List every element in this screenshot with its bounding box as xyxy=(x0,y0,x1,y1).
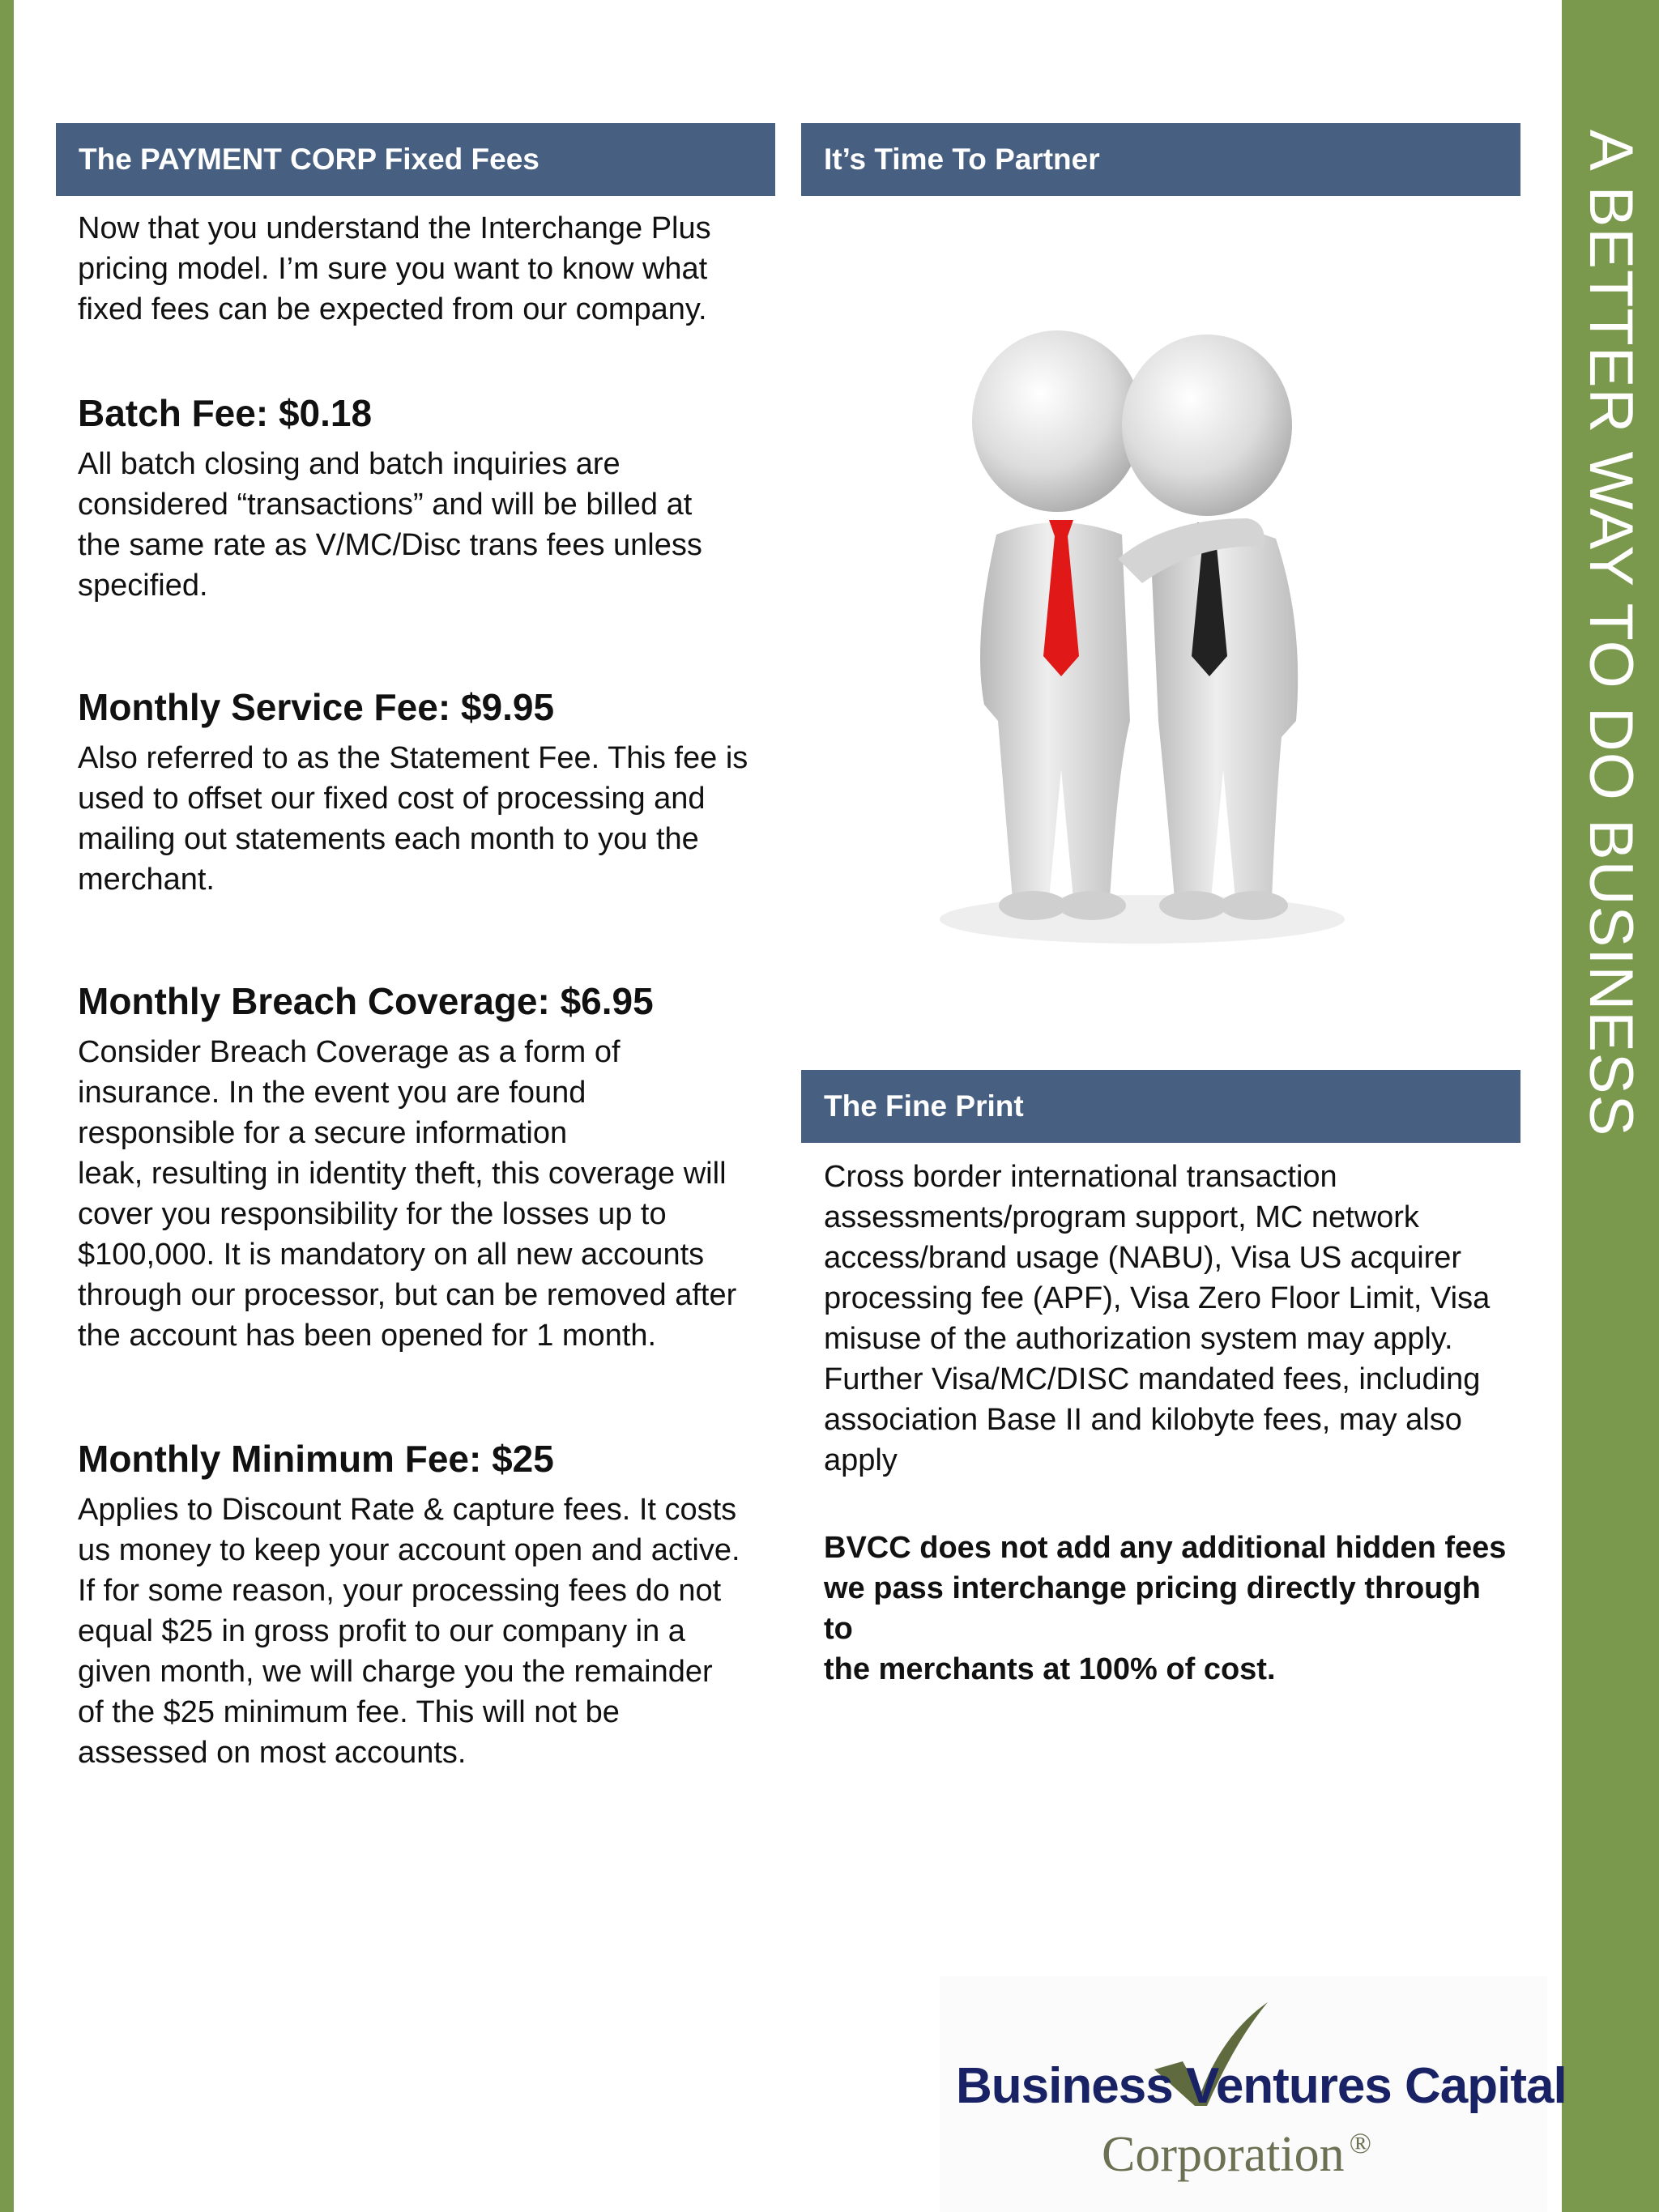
company-logo xyxy=(940,1976,1567,2212)
no-hidden-fees-note xyxy=(824,1528,1512,1690)
fee-line: considered “transactions” and will be billed at xyxy=(78,488,693,522)
fine-print-header: The Fine Print xyxy=(801,1070,1520,1143)
fee-line: specified. xyxy=(78,569,208,603)
fee-line: given month, we will charge you the remainder xyxy=(78,1655,713,1689)
note-line: the merchants at 100% of cost. xyxy=(824,1652,1276,1686)
fee-line: insurance. In the event you are found xyxy=(78,1076,586,1110)
fine-print-line: Cross border international transaction xyxy=(824,1160,1337,1194)
fee-line: the account has been opened for 1 month. xyxy=(78,1319,657,1353)
fee-line: mailing out statements each month to you the xyxy=(78,822,699,856)
logo-company-name: Business Ventures Capital xyxy=(956,2058,1567,2114)
fine-print-line: misuse of the authorization system may apply. xyxy=(824,1322,1453,1356)
partner-header: It’s Time To Partner xyxy=(801,123,1520,196)
fee-line: All batch closing and batch inquiries are xyxy=(78,447,621,481)
fee-breach-coverage xyxy=(78,978,774,1356)
fee-line: leak, resulting in identity theft, this coverage will xyxy=(78,1157,727,1191)
fee-line: assessed on most accounts. xyxy=(78,1736,467,1770)
fee-title: Batch Fee: $0.18 xyxy=(78,392,373,434)
fee-line: $100,000. It is mandatory on all new accounts xyxy=(78,1238,705,1272)
logo-corporation-text: Corporation xyxy=(1102,2127,1345,2182)
note-line: we pass interchange pricing directly through to xyxy=(824,1571,1481,1646)
fixed-fees-header: The PAYMENT CORP Fixed Fees xyxy=(56,123,775,196)
fee-line: merchant. xyxy=(78,863,215,897)
fee-line: through our processor, but can be removed after xyxy=(78,1278,737,1312)
fine-print-line: assessments/program support, MC network xyxy=(824,1200,1419,1234)
fine-print-line: access/brand usage (NABU), Visa US acquirer xyxy=(824,1241,1462,1275)
note-line: BVCC does not add any additional hidden fees xyxy=(824,1531,1507,1565)
left-figure xyxy=(972,330,1142,920)
fine-print-line: processing fee (APF), Visa Zero Floor Limit, Visa xyxy=(824,1281,1491,1315)
fee-title: Monthly Minimum Fee: $25 xyxy=(78,1438,554,1480)
intro-text: Now that you understand the Interchange Plus pricing model. I’m sure you want to know what fixed fees can be expected from our company. xyxy=(78,211,711,326)
fee-line: us money to keep your account open and active. xyxy=(78,1533,740,1567)
logo-corporation xyxy=(1102,2126,1371,2184)
fee-line: equal $25 in gross profit to our company in a xyxy=(78,1614,685,1648)
fee-line: of the $25 minimum fee. This will not be xyxy=(78,1695,620,1729)
fee-monthly-minimum xyxy=(78,1436,774,1773)
fee-line: used to offset our fixed cost of processing and xyxy=(78,782,706,816)
fee-line: cover you responsibility for the losses up to xyxy=(78,1197,667,1231)
fee-title: Monthly Service Fee: $9.95 xyxy=(78,686,555,728)
partner-figures-illustration xyxy=(907,316,1377,964)
fee-monthly-service xyxy=(78,684,774,900)
fine-print-line: association Base II and kilobyte fees, may also xyxy=(824,1403,1462,1437)
fee-line: the same rate as V/MC/Disc trans fees unless xyxy=(78,528,702,562)
fee-title: Monthly Breach Coverage: $6.95 xyxy=(78,980,654,1022)
fine-print-body xyxy=(824,1157,1512,1481)
fee-batch xyxy=(78,390,774,606)
fine-print-line: apply xyxy=(824,1443,898,1477)
right-figure xyxy=(1118,335,1298,920)
fee-line: If for some reason, your processing fees do not xyxy=(78,1574,722,1608)
fee-line: responsible for a secure information xyxy=(78,1116,568,1150)
fee-line: Also referred to as the Statement Fee. This fee is xyxy=(78,741,748,775)
registered-mark: ® xyxy=(1349,2127,1371,2160)
fee-line: Consider Breach Coverage as a form of xyxy=(78,1035,621,1069)
intro-paragraph xyxy=(78,208,774,330)
left-accent-bar xyxy=(0,0,14,2212)
vertical-tagline: A BETTER WAY TO DO BUSINESS xyxy=(1576,130,1645,1137)
fee-line: Applies to Discount Rate & capture fees. It costs xyxy=(78,1493,737,1527)
fine-print-line: Further Visa/MC/DISC mandated fees, including xyxy=(824,1362,1481,1396)
